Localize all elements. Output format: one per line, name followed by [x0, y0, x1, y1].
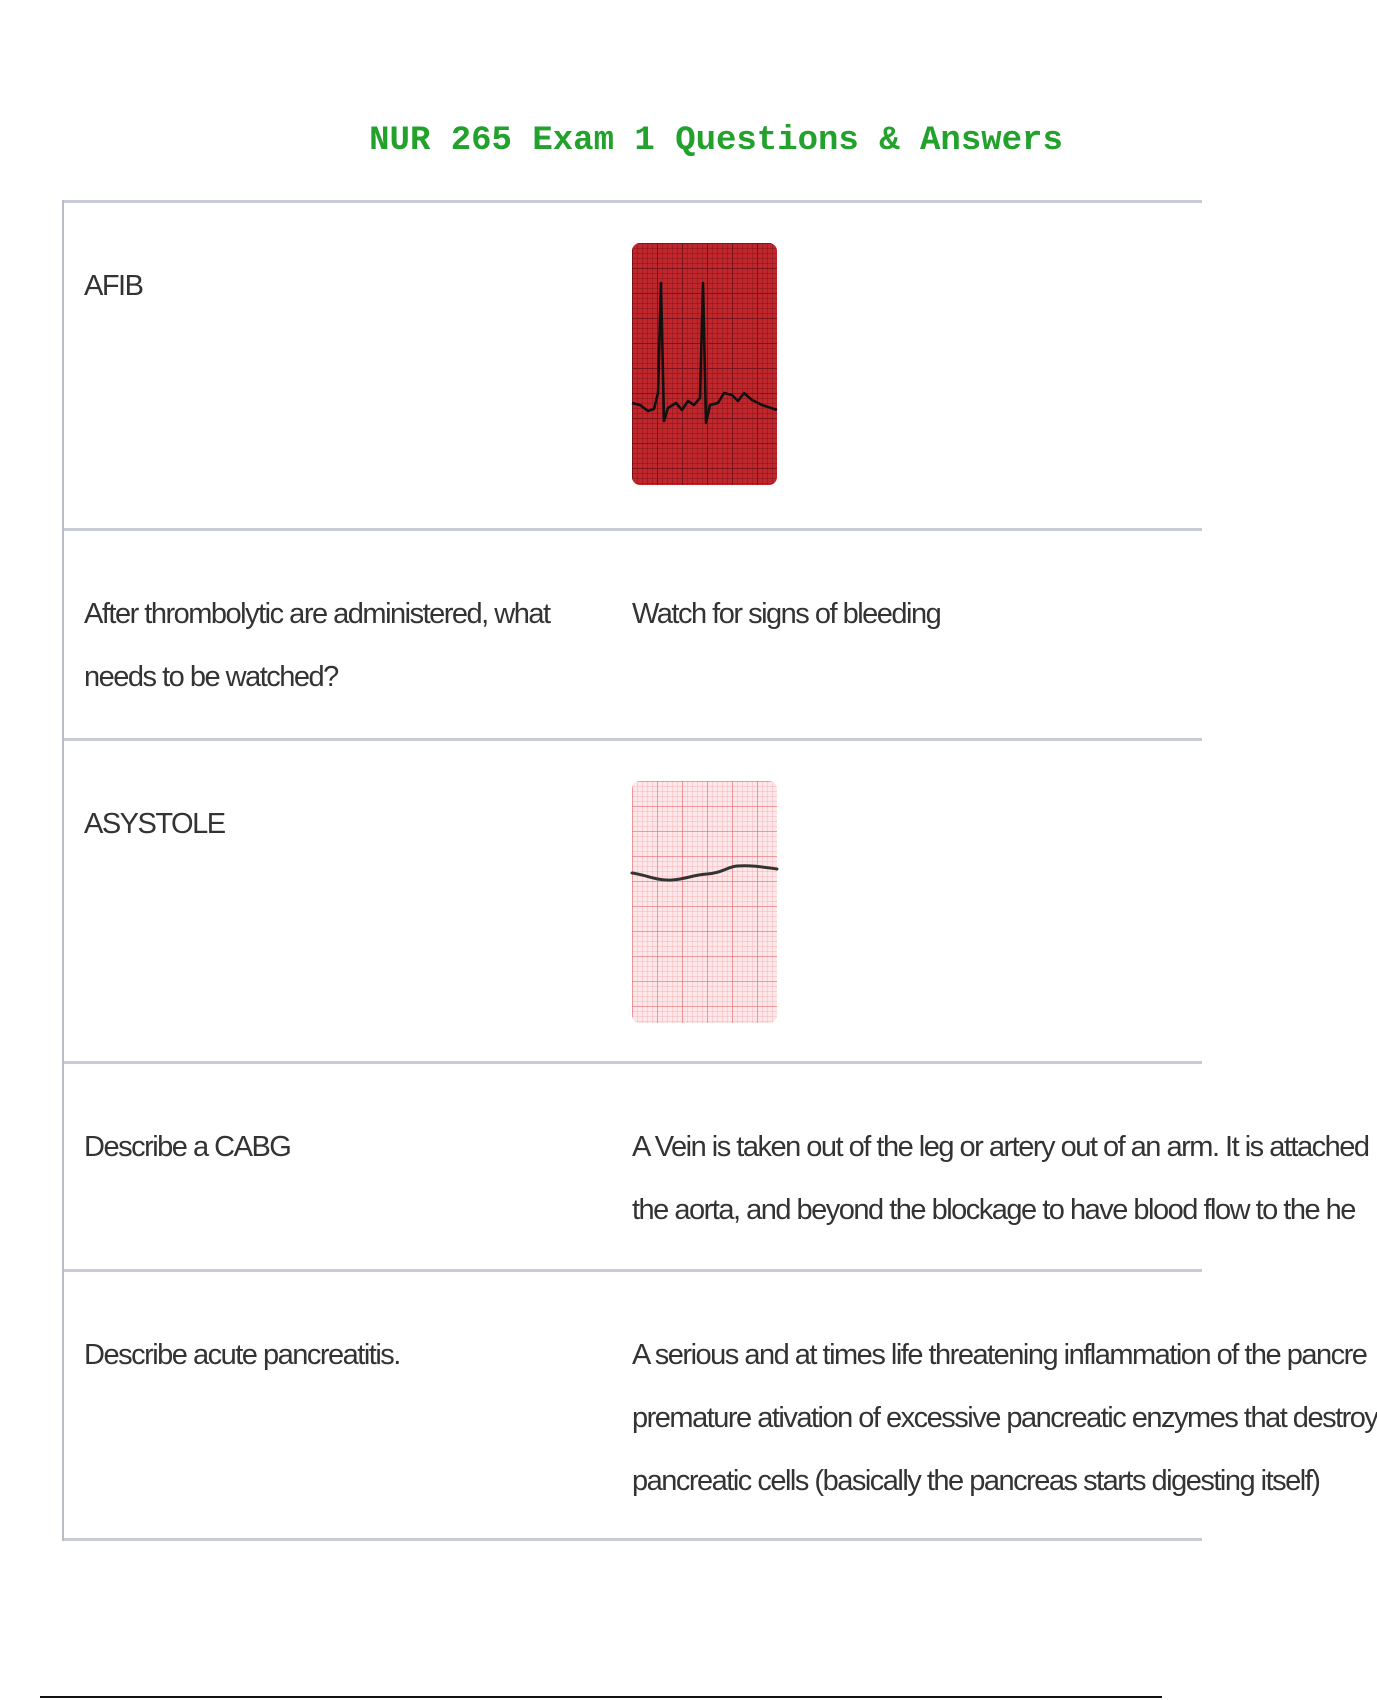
answer-line: A Vein is taken out of the leg or artery out of an arm. It is attached: [632, 1131, 1369, 1163]
page-title: NUR 265 Exam 1 Questions & Answers: [369, 122, 1063, 160]
term-text: Describe acute pancreatitis.: [84, 1339, 400, 1371]
answer-line: premature ativation of excessive pancreatic enzymes that destroy: [632, 1402, 1377, 1434]
term-text: Describe a CABG: [84, 1131, 291, 1163]
ecg-afib-image: [632, 243, 777, 485]
answer-line: A serious and at times life threatening inflammation of the pancre: [632, 1339, 1367, 1371]
table-row: [64, 1269, 1377, 1541]
table-row: [64, 1061, 1369, 1269]
term-text: ASYSTOLE: [84, 808, 225, 840]
footer-divider: [40, 1696, 1162, 1698]
answer-line: pancreatic cells (basically the pancreas starts digesting itself): [632, 1465, 1320, 1497]
term-text: After thrombolytic are administered, what needs to be watched?: [84, 598, 550, 693]
table-row: [64, 528, 1202, 738]
ecg-asystole-image: [632, 781, 777, 1023]
table-row: [64, 738, 1202, 1061]
answer-text: [632, 1116, 1369, 1242]
qa-table: [62, 200, 1377, 1541]
answer-text: Watch for signs of bleeding: [632, 598, 941, 630]
table-row: [64, 200, 1202, 528]
term-text: AFIB: [84, 270, 143, 302]
answer-text: [632, 1324, 1377, 1513]
answer-line: the aorta, and beyond the blockage to have blood flow to the he: [632, 1194, 1355, 1226]
